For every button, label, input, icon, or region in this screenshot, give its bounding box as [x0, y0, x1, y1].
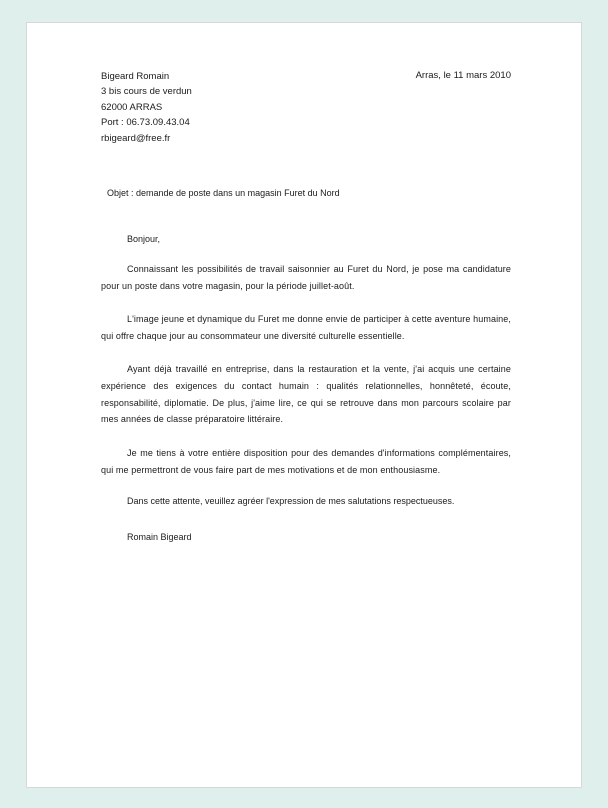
letter-paragraph: Je me tiens à votre entière disposition pour des demandes d'informations complémentaires, qui me permettront de vous faire part de mes motivations et de mon enthousiasme. [101, 448, 511, 475]
sender-phone: Port : 06.73.09.43.04 [101, 117, 190, 129]
place-and-date: Arras, le 11 mars 2010 [415, 70, 511, 81]
sender-city: 62000 ARRAS [101, 101, 163, 113]
letter-body [101, 69, 511, 542]
letter-signature: Romain Bigeard [127, 532, 192, 543]
letter-subject: Objet : demande de poste dans un magasin Furet du Nord [107, 187, 340, 198]
letter-header [101, 69, 511, 146]
sender-street: 3 bis cours de verdun [101, 86, 192, 98]
sender-name: Bigeard Romain [101, 71, 170, 82]
letter-paragraph: Connaissant les possibilités de travail saisonnier au Furet du Nord, je pose ma candidature pour un poste dans votre magasin, pour la période juillet-août. [101, 263, 511, 291]
letter-sheet [26, 22, 582, 788]
letter-paragraph: Ayant déjà travaillé en entreprise, dans la restauration et la vente, j'ai acquis une certaine expérience des exigences du contact humain : qualités relationnelles, honnêteté, écoute, responsabilité, diplomatie. De plus, j'aime lire, ce qui se retrouve dans mon parcours scolaire par mes années de classe préparatoire littéraire. [101, 364, 511, 425]
letter-salutation: Bonjour, [127, 233, 161, 244]
letter-paragraph: L'image jeune et dynamique du Furet me donne envie de participer à cette aventure humaine, qui offre chaque jour au consommateur une diversité culturelle essentielle. [101, 314, 511, 341]
letter-closing: Dans cette attente, veuillez agréer l'expression de mes salutations respectueuses. [127, 496, 455, 507]
sender-email: rbigeard@free.fr [101, 132, 171, 144]
sender-block [101, 69, 192, 146]
